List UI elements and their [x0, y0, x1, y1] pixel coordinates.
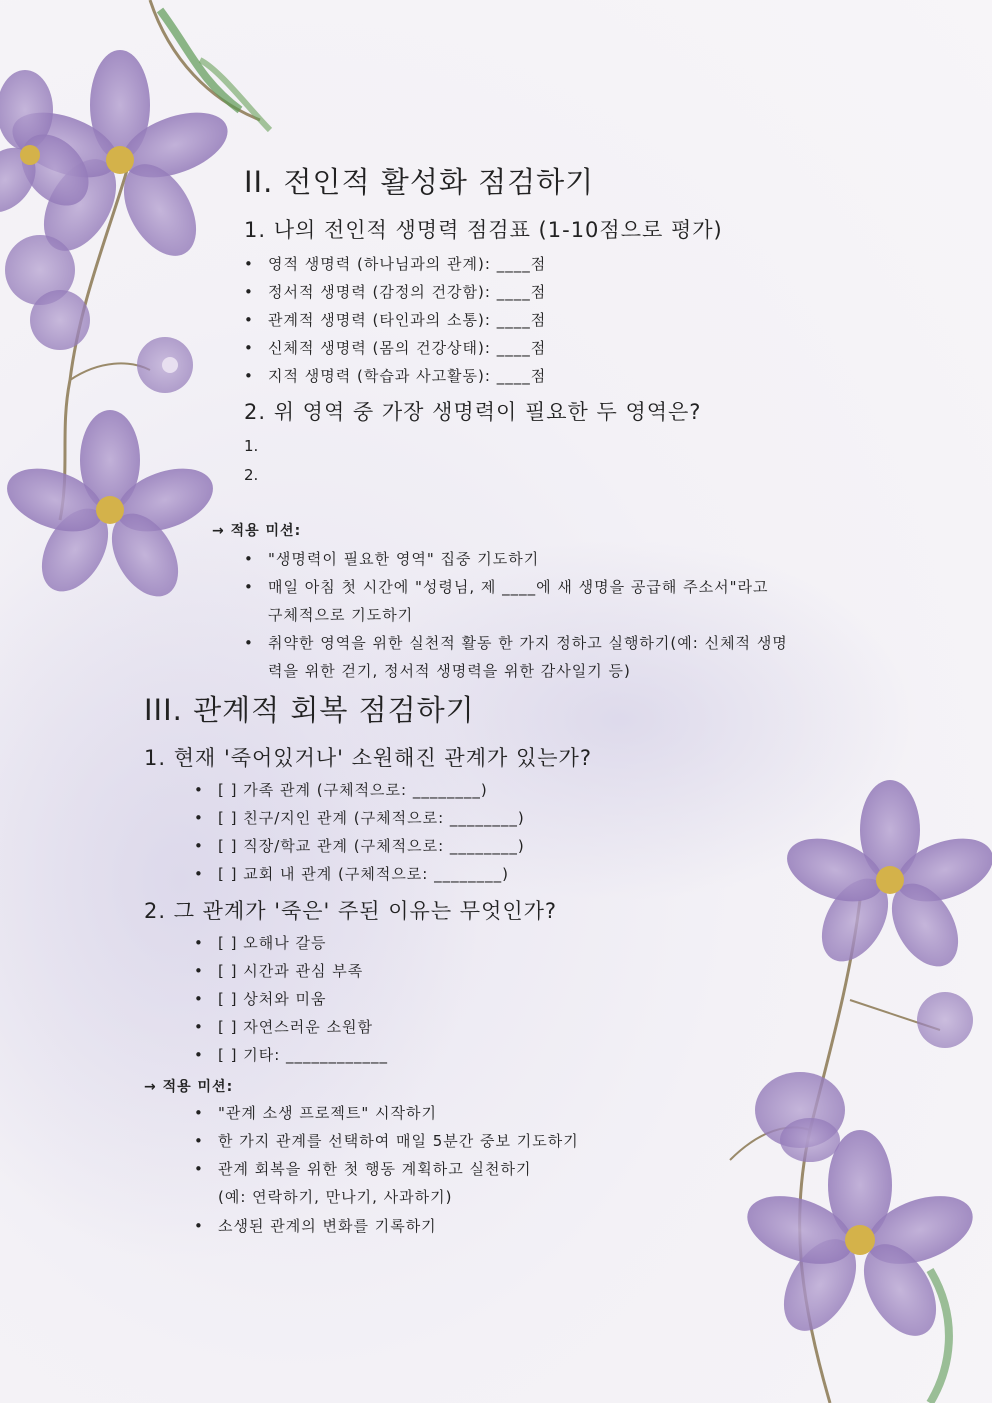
checklist-item: • [ ] 시간과 관심 부족 — [194, 962, 364, 980]
checklist-item: • [ ] 자연스러운 소원함 — [194, 1018, 373, 1036]
list-item: • 영적 생명력 (하나님과의 관계): ____점 — [244, 255, 547, 273]
checklist-item: • [ ] 교회 내 관계 (구체적으로: ________) — [194, 865, 509, 883]
checklist-item: • [ ] 상처와 미움 — [194, 990, 327, 1008]
answer-line-2: 2. — [244, 466, 259, 484]
section3-question-1: 1. 현재 '죽어있거나' 소원해진 관계가 있는가? — [144, 746, 592, 770]
list-item: • 지적 생명력 (학습과 사고활동): ____점 — [244, 367, 547, 385]
list-item-continuation: 력을 위한 걷기, 정서적 생명력을 위한 감사일기 등) — [268, 662, 631, 680]
checklist-item: • [ ] 기타: ____________ — [194, 1046, 389, 1064]
list-item: • 정서적 생명력 (감정의 건강함): ____점 — [244, 283, 547, 301]
list-item: • 관계적 생명력 (타인과의 소통): ____점 — [244, 311, 547, 329]
checklist-item: • [ ] 직장/학교 관계 (구체적으로: ________) — [194, 837, 525, 855]
list-item: • 관계 회복을 위한 첫 행동 계획하고 실천하기 — [194, 1160, 532, 1178]
section2-question-1: 1. 나의 전인적 생명력 점검표 (1-10점으로 평가) — [244, 218, 723, 242]
list-item-continuation: (예: 연락하기, 만나기, 사과하기) — [218, 1188, 453, 1206]
section2-title: II. 전인적 활성화 점검하기 — [244, 165, 595, 199]
mission-label: → 적용 미션: — [144, 1079, 234, 1095]
answer-line-1: 1. — [244, 437, 259, 455]
list-item: • 소생된 관계의 변화를 기록하기 — [194, 1217, 437, 1235]
mission-label: → 적용 미션: — [212, 523, 302, 539]
list-item: • "생명력이 필요한 영역" 집중 기도하기 — [244, 550, 540, 568]
checklist-item: • [ ] 친구/지인 관계 (구체적으로: ________) — [194, 809, 525, 827]
checklist-item: • [ ] 오해나 갈등 — [194, 934, 327, 952]
section3-question-2: 2. 그 관계가 '죽은' 주된 이유는 무엇인가? — [144, 899, 558, 923]
list-item: • 매일 아침 첫 시간에 "성령님, 제 ____에 새 생명을 공급해 주소서"라고 — [244, 578, 769, 596]
list-item: • 신체적 생명력 (몸의 건강상태): ____점 — [244, 339, 547, 357]
list-item: • "관계 소생 프로젝트" 시작하기 — [194, 1104, 437, 1122]
section3-title: III. 관계적 회복 점검하기 — [144, 693, 475, 727]
list-item: • 한 가지 관계를 선택하여 매일 5분간 중보 기도하기 — [194, 1132, 579, 1150]
list-item-continuation: 구체적으로 기도하기 — [268, 606, 414, 624]
list-item: • 취약한 영역을 위한 실천적 활동 한 가지 정하고 실행하기(예: 신체적 생명 — [244, 634, 788, 652]
checklist-item: • [ ] 가족 관계 (구체적으로: ________) — [194, 781, 488, 799]
section2-question-2: 2. 위 영역 중 가장 생명력이 필요한 두 영역은? — [244, 400, 702, 424]
